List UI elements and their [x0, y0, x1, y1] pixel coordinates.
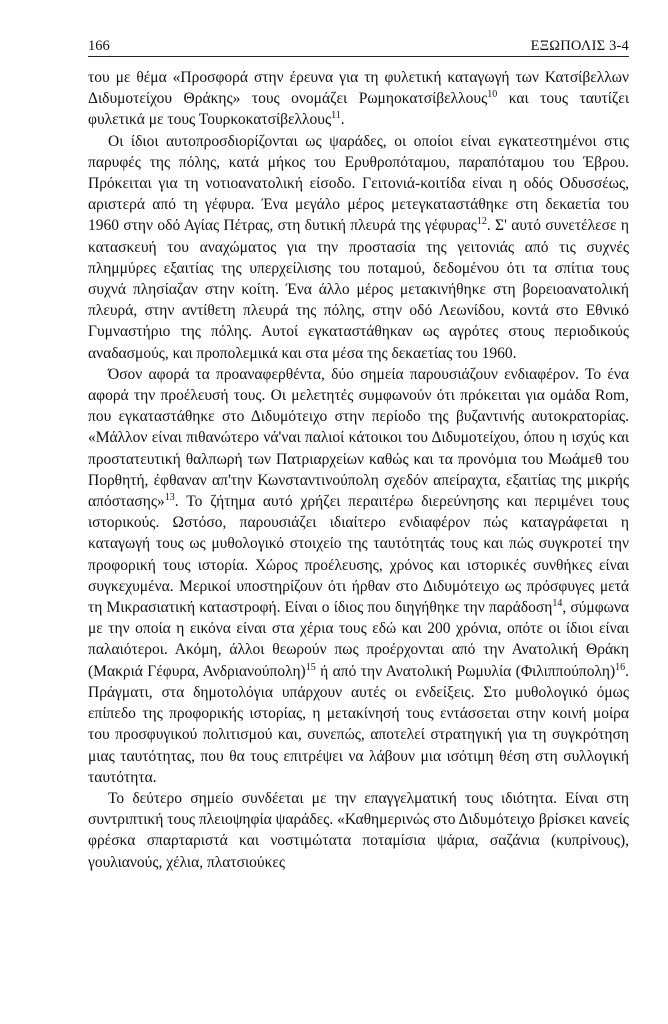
footnote-ref: 14: [552, 598, 563, 610]
paragraph-text: . Πράγματι, στα δημοτολόγια υπάρχουν αυτές οι ενδείξεις. Στο μυθολογικό όμως επίπεδο της προφορικής ιστορίας, η μετακίνησή τους εντάσσεται στην κοινή μοίρα του προσφυγικού πολιτισμού και, συνεπώς, αποτελεί στρατηγική για τη συγκρότηση μιας ταυτότητας, που θα τους επιτρέψει να λάβουν μια ισότιμη θέση στη συλλογική ταυτότητα.: [88, 662, 629, 786]
paragraph-text: και τους ταυτίζει φυλετικά με τους Τουρκοκατσίβελλους: [88, 90, 629, 129]
paragraph-text: Οι ίδιοι αυτοπροσδιορίζονται ως ψαράδες, οι οποίοι είναι εγκατεστημένοι στις παρυφές της πόλης, κατά μήκος του Ερυθροπόταμου, παραπόταμου του Έβρου. Πρόκειται για τη νοτιοανατολική είσοδο. Γειτονιά-κοιτίδα είναι η οδός Οδυσσέως, αριστερά από τη γέφυρα. Ένα μεγάλο μέρος μετεγκαταστάθηκε στη δεκαετία του 1960 στην οδό Αγίας Πέτρας, στη δυτική πλευρά της γέφυρας: [88, 132, 629, 235]
paragraph-1: [88, 67, 629, 131]
paragraph-text: του με θέμα «Προσφορά στην έρευνα για τη φυλετική καταγωγή των Κατσίβελλων Διδυμοτείχου Θράκης» τους ονομάζει Ρωμηοκατσίβελλους: [88, 69, 629, 108]
footnote-ref: 12: [476, 216, 487, 228]
page-number: 166: [88, 38, 110, 54]
paragraph-text: .: [340, 111, 345, 129]
footnote-ref: 11: [331, 110, 341, 122]
paragraph-4: [88, 788, 629, 873]
paragraph-text: . Το ζήτημα αυτό χρήζει περαιτέρω διερεύνησης και περιμένει τους ιστορικούς. Ωστόσο, παρουσιάζει ιδιαίτερο ενδιαφέρον πώς καταγράφεται η καταγωγή τους ως μυθολογικό στοιχείο της ταυτότητάς τους και πώς συγκροτεί την προφορική τους ιστορία. Χώρος προέλευσης, χρόνος και ιστορικές συνθήκες είναι συγκεχυμένα. Μερικοί υποστηρίζουν ότι ήρθαν στο Διδυμότειχο ως πρόσφυγες μετά τη Μικρασιατική καταστροφή. Είναι ο ίδιος που διηγήθηκε την παράδοση: [88, 493, 629, 617]
paragraph-text: ή από την Ανατολική Ρωμυλία (Φιλιππούπολη): [315, 662, 616, 680]
paragraph-text: Όσον αφορά τα προαναφερθέντα, δύο σημεία παρουσιάζουν ενδιαφέρον. Το ένα αφορά την προέλευσή τους. Οι μελετητές συμφωνούν ότι πρόκειται για ομάδα Rom, που εγκαταστάθηκε στο Διδυμότειχο στην περίοδο της βυζαντινής αυτοκρατορίας. «Μάλλον είναι πιθανώτερο νά'ναι παλιοί κάτοικοι του Διδυμοτείχου, όπου η ισχύς και προστατευτική θαλπωρή των Πατριαρχείων καθώς και τα προνόμια του Μωάμεθ του Πορθητή, έφθαναν απ'την Κωνσταντινούπολη σχεδόν απείραχτα, εξαιτίας της μικρής απόστασης»: [88, 365, 629, 511]
paragraph-text: , σύμφωνα με την οποία η εικόνα είναι στα χέρια τους εδώ και 200 χρόνια, οπότε οι ίδιοι είναι παλαιότεροι. Ακόμη, άλλοι θεωρούν πως προέρχονται από την Ανατολική Θράκη (Μακριά Γέφυρα, Ανδριανούπολη): [88, 599, 629, 680]
footnote-ref: 13: [164, 492, 175, 504]
running-title: ΕΞΩΠΟΛΙΣ 3-4: [530, 38, 629, 54]
paragraph-text: Το δεύτερο σημείο συνδέεται με την επαγγελματική τους ιδιότητα. Είναι στη συντριπτική τους πλειοψηφία ψαράδες. «Καθημερινώς στο Διδυμότειχο βρίσκει κανείς φρέσκα σπαρταριστά και νοστιμώτατα ποταμίσια ψάρια, σαζάνια (κυπρίνους), γουλιανούς, χέλια, πλατσιούκες: [88, 789, 629, 871]
footnote-ref: 15: [305, 661, 316, 673]
footnote-ref: 16: [615, 661, 626, 673]
body-text: [88, 67, 629, 873]
paragraph-3: [88, 364, 629, 788]
footnote-ref: 10: [487, 89, 498, 101]
page-header: [88, 30, 629, 57]
paragraph-text: . Σ' αυτό συνετέλεσε η κατασκευή του αναχώματος για την προστασία της γειτονιάς από τις συχνές πλημμύρες εξαιτίας της υπερχείλισης του ποταμού, δεδομένου ότι τα σπίτια τους συχνά πλησίαζαν στην κοίτη. Ένα άλλο μέρος μετακινήθηκε στη βορειοανατολική πλευρά, στην αντίθετη πλευρά της πόλης, στην οδό Λεωνίδου, κοντά στο Εθνικό Γυμναστήριο της πόλης. Αυτοί εγκαταστάθηκαν ως αγρότες στους περιοδικούς αναδασμούς, και προπολεμικά και στα μέσα της δεκαετίας του 1960.: [88, 217, 629, 362]
paragraph-2: [88, 131, 629, 364]
